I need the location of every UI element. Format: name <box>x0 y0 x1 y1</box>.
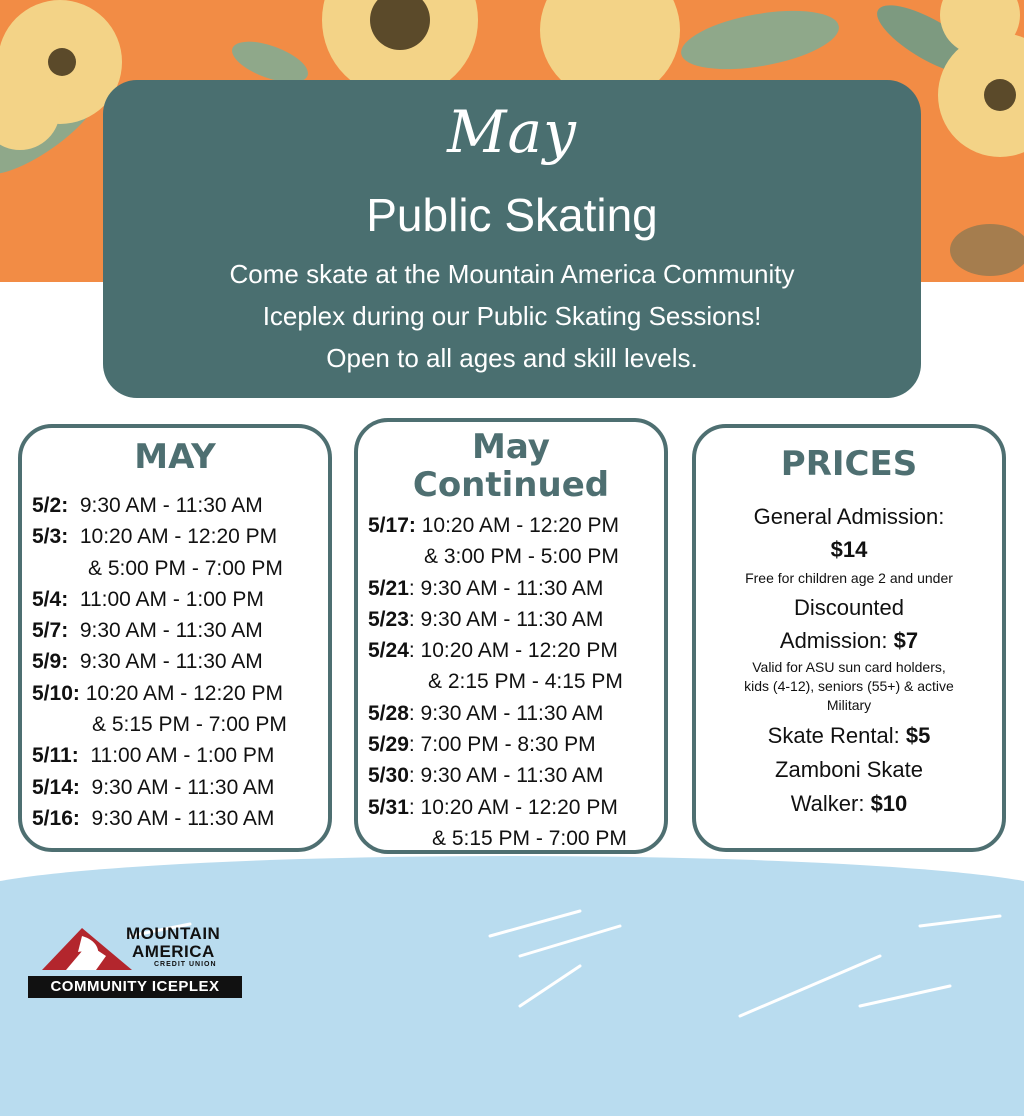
note-line: Military <box>826 697 872 713</box>
list-item <box>368 698 627 729</box>
general-admission-note: Free for children age 2 and under <box>745 570 953 586</box>
list-item <box>32 803 287 834</box>
session-time: : 9:30 AM - 11:30 AM <box>408 764 604 788</box>
session-date: 5/23 <box>368 607 409 631</box>
session-time-continued: & 5:15 PM - 7:00 PM <box>92 713 287 737</box>
mountain-eagle-icon <box>36 922 136 972</box>
skate-rental-row <box>696 719 1002 753</box>
skate-walker-label: Walker: <box>790 791 871 816</box>
hero-description-line: Come skate at the Mountain America Community <box>229 259 795 289</box>
session-time-continued: & 2:15 PM - 4:15 PM <box>428 670 623 694</box>
session-date: 5/17: <box>368 514 416 537</box>
session-time: : 7:00 PM - 8:30 PM <box>408 733 596 757</box>
list-item <box>32 740 287 771</box>
session-time: : 10:20 AM - 12:20 PM <box>408 795 618 819</box>
list-item <box>368 635 627 666</box>
may-card-title: MAY <box>134 437 216 477</box>
list-item <box>32 490 287 521</box>
session-date: 5/21 <box>368 576 409 600</box>
list-item <box>32 584 287 615</box>
general-admission-label: General Admission: <box>753 504 945 529</box>
hero-description <box>103 253 921 379</box>
list-item <box>32 646 287 677</box>
prices-card-title: PRICES <box>780 444 918 484</box>
session-time: 9:30 AM - 11:30 AM <box>91 775 275 799</box>
session-date: 5/31 <box>368 795 409 819</box>
prices-card <box>692 424 1006 852</box>
list-item <box>368 729 627 760</box>
list-item <box>368 792 627 823</box>
list-item <box>32 772 287 803</box>
session-date: 5/28 <box>368 701 409 725</box>
skate-rental-label: Skate Rental: <box>767 723 906 748</box>
session-date: 5/2: <box>32 494 69 517</box>
may-schedule-card <box>18 424 332 852</box>
hero-description-line: Iceplex during our Public Skating Sessions! <box>262 301 762 331</box>
list-item <box>368 510 627 541</box>
session-date: 5/3: <box>32 525 69 549</box>
session-time: 9:30 AM - 11:30 AM <box>79 494 263 517</box>
session-time: 10:20 AM - 12:20 PM <box>85 681 283 705</box>
session-time: : 10:20 AM - 12:20 PM <box>408 639 618 663</box>
logo-banner: COMMUNITY ICEPLEX <box>28 976 242 998</box>
session-time: : 9:30 AM - 11:30 AM <box>408 701 604 725</box>
may-session-list <box>32 490 287 834</box>
hero-banner <box>103 80 921 398</box>
session-time: 10:20 AM - 12:20 PM <box>421 514 619 537</box>
session-time: 9:30 AM - 11:30 AM <box>91 806 275 830</box>
discounted-admission-label: Admission: <box>779 628 894 653</box>
hero-month: May <box>447 98 577 166</box>
mountain-america-logo <box>28 922 242 998</box>
list-item <box>32 521 287 552</box>
session-date: 5/4: <box>32 587 69 611</box>
discounted-admission-note <box>696 658 1002 715</box>
session-date: 5/29 <box>368 733 409 757</box>
list-item <box>368 604 627 635</box>
session-date: 5/10: <box>32 681 80 705</box>
list-item <box>32 615 287 646</box>
session-date: 5/11: <box>32 744 79 768</box>
session-date: 5/14: <box>32 775 80 799</box>
may-continued-card-title <box>358 428 664 504</box>
may-continued-session-list <box>368 510 627 854</box>
note-line: Valid for ASU sun card holders, <box>752 659 946 675</box>
session-date: 5/16: <box>32 806 80 830</box>
session-time: : 9:30 AM - 11:30 AM <box>408 576 604 600</box>
skate-rental-price: $5 <box>905 723 931 748</box>
discounted-admission-row <box>696 624 1002 658</box>
session-time: : 9:30 AM - 11:30 AM <box>408 607 604 631</box>
skate-walker-row <box>696 787 1002 821</box>
session-time: 10:20 AM - 12:20 PM <box>79 525 278 549</box>
session-time: 9:30 AM - 11:30 AM <box>79 650 263 674</box>
hero-title: Public Skating <box>366 189 658 241</box>
session-time: 11:00 AM - 1:00 PM <box>90 744 275 768</box>
session-time-continued: & 5:00 PM - 7:00 PM <box>88 556 283 580</box>
general-admission-price: $14 <box>830 537 868 562</box>
logo-line-america: AMERICA <box>132 942 215 961</box>
discounted-admission-price: $7 <box>893 628 919 653</box>
note-line: kids (4-12), seniors (55+) & active <box>744 678 954 694</box>
list-item <box>368 573 627 604</box>
may-continued-schedule-card <box>354 418 668 854</box>
skate-walker-label: Zamboni Skate <box>775 757 923 782</box>
list-item <box>368 760 627 791</box>
card-title-line: Continued <box>412 465 610 505</box>
session-date: 5/9: <box>32 650 69 674</box>
logo-line-credit-union: CREDIT UNION <box>154 961 217 968</box>
session-time-continued: & 3:00 PM - 5:00 PM <box>424 545 619 569</box>
session-date: 5/7: <box>32 619 69 643</box>
session-time: 11:00 AM - 1:00 PM <box>79 587 264 611</box>
card-title-line: May <box>472 427 550 467</box>
list-item <box>32 678 287 709</box>
hero-description-line: Open to all ages and skill levels. <box>326 343 698 373</box>
session-date: 5/30 <box>368 764 409 788</box>
session-date: 5/24 <box>368 639 409 663</box>
logo-line-mountain: MOUNTAIN <box>126 924 221 943</box>
session-time: 9:30 AM - 11:30 AM <box>79 619 263 643</box>
session-time-continued: & 5:15 PM - 7:00 PM <box>432 826 627 850</box>
discounted-admission-label: Discounted <box>793 595 905 620</box>
skate-walker-price: $10 <box>870 791 908 816</box>
